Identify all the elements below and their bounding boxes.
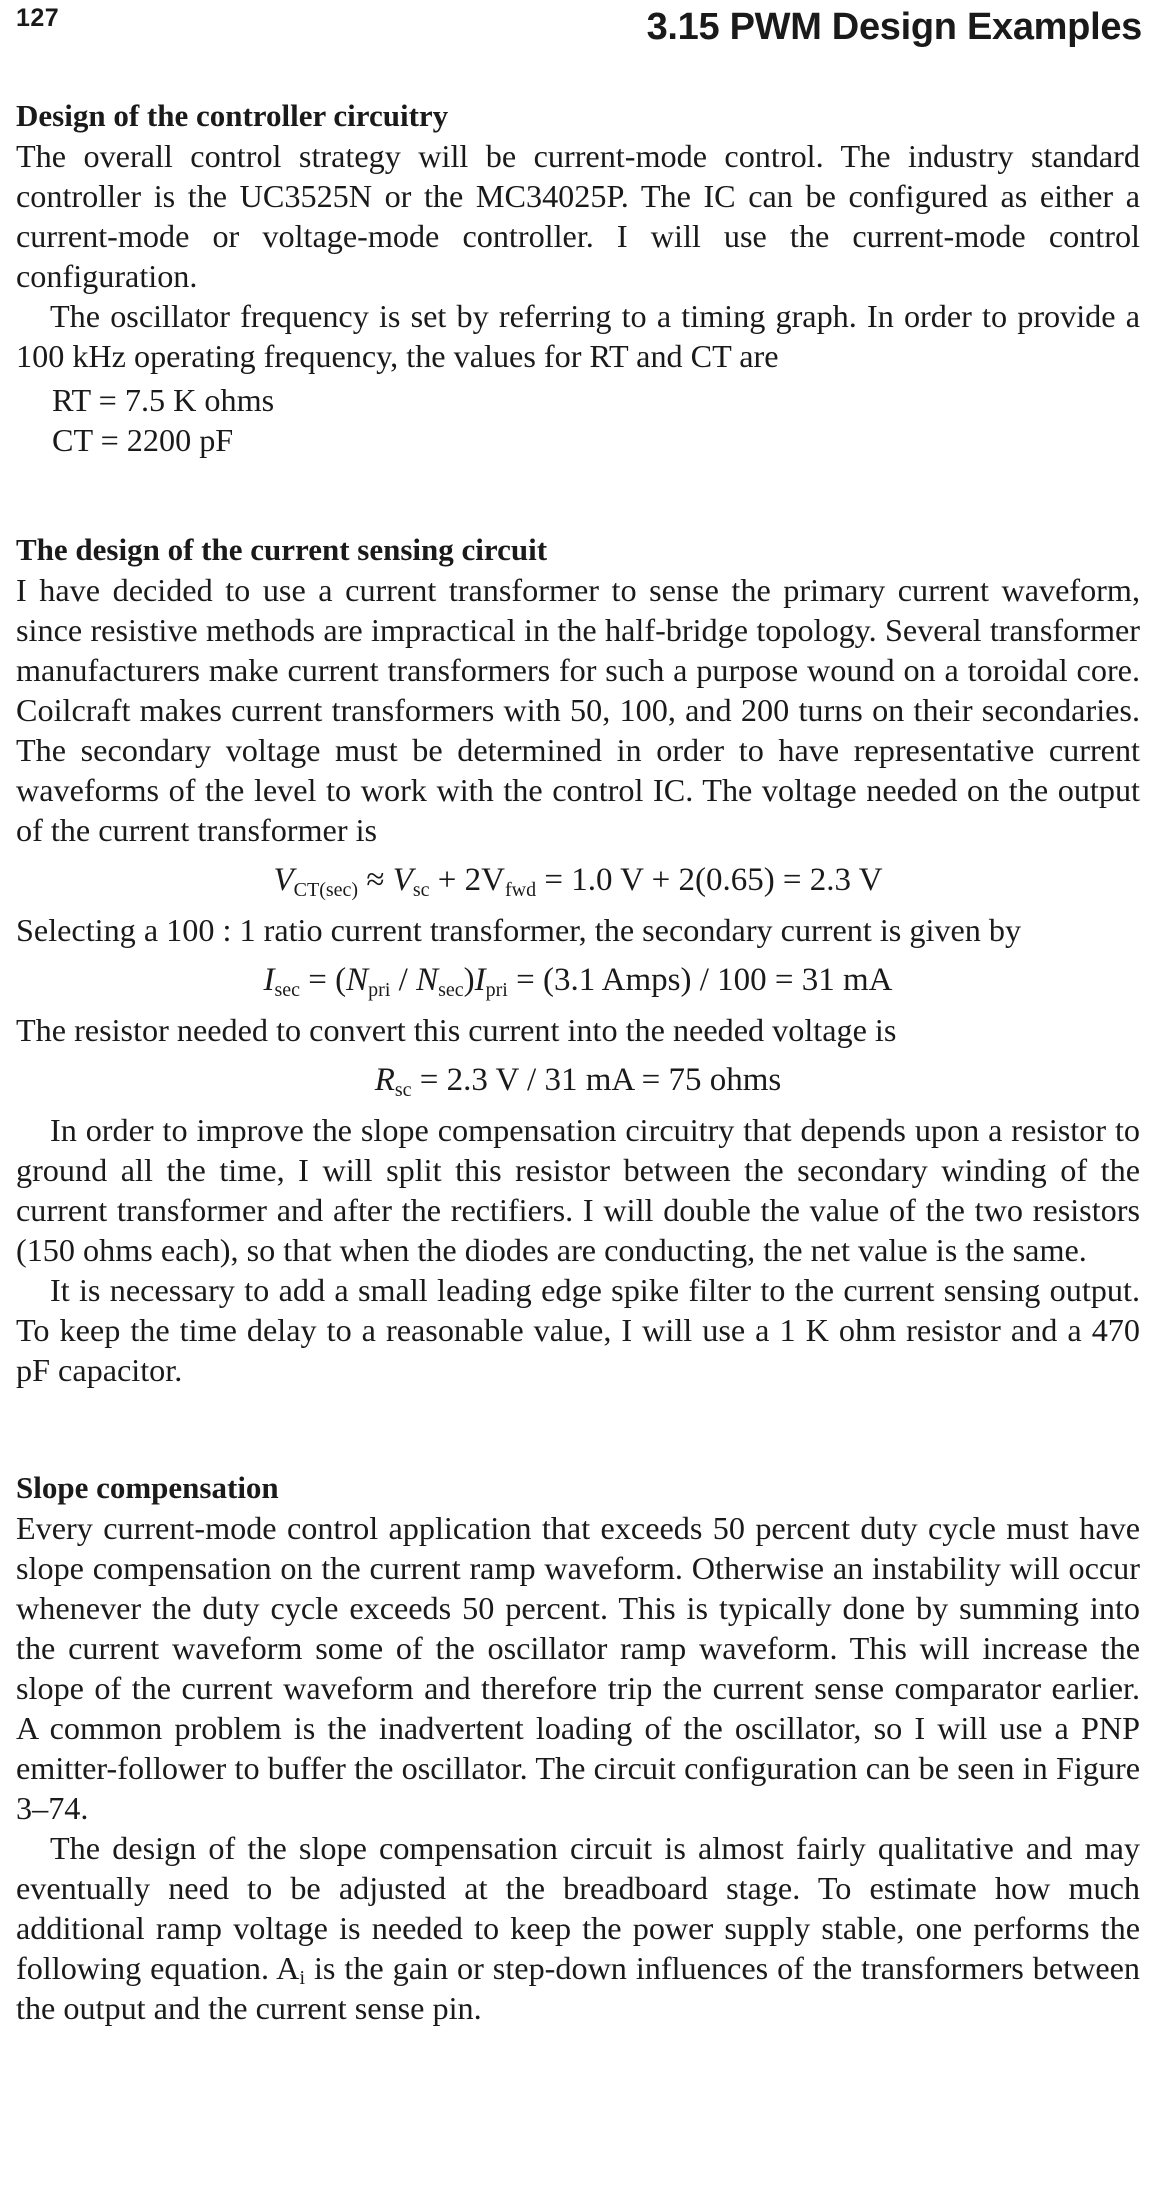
paragraph: Every current-mode control application that exceeds 50 percent duty cycle must have slope compensation on the current ramp waveform. Otherwise an instability will occur whenever the duty cycle exceeds 50 percent. This is typically done by summing into the current waveform some of the oscillator ramp waveform. This will increase the slope of the current waveform and therefore trip the current sense comparator earlier. A common problem is the inadvertent loading of the oscillator, so I will use a PNP emitter-follower to buffer the oscillator. The circuit configuration can be seen in Figure 3–74.	[16, 1510, 1140, 1826]
eq-operator: = (	[300, 962, 347, 998]
section-spacer	[16, 1390, 1140, 1468]
ai-subscript: i	[299, 1967, 305, 1989]
eq-symbol: I	[474, 962, 486, 998]
eq-result: = 1.0 V + 2(0.65) = 2.3 V	[536, 862, 883, 898]
equation-isec	[16, 950, 1140, 1010]
section-heading: Design of the controller circuitry	[16, 98, 449, 133]
eq-symbol: V	[392, 862, 413, 898]
eq-subscript: sec	[274, 979, 301, 1001]
paragraph: It is necessary to add a small leading edge spike filter to the current sensing output. To keep the time delay to a reasonable value, I will use a 1 K ohm resistor and a 470 pF capacitor.	[16, 1272, 1140, 1388]
section-slope-compensation	[16, 1468, 1140, 2028]
running-head: 3.15 PWM Design Examples	[646, 6, 1142, 48]
eq-result: = (3.1 Amps) / 100 = 31 mA	[507, 962, 893, 998]
eq-operator: /	[390, 962, 417, 998]
section-controller	[16, 96, 1140, 460]
paragraph: The overall control strategy will be current-mode control. The industry standard controller is the UC3525N or the MC34025P. The IC can be configured as either a current-mode or voltage-mode controller. I will use the current-mode control configuration.	[16, 138, 1140, 294]
paragraph	[16, 1828, 1140, 2028]
eq-subscript: CT(sec)	[293, 879, 359, 901]
component-values	[52, 380, 1140, 460]
paragraph: The resistor needed to convert this current into the needed voltage is	[16, 1012, 897, 1048]
page-number: 127	[16, 4, 60, 32]
paragraph: The oscillator frequency is set by referring to a timing graph. In order to provide a 100 kHz operating frequency, the values for RT and CT are	[16, 298, 1140, 374]
eq-symbol: R	[374, 1062, 395, 1098]
rt-value: RT = 7.5 K ohms	[52, 382, 275, 418]
section-spacer	[16, 460, 1140, 530]
eq-subscript: pri	[485, 979, 508, 1001]
section-heading: Slope compensation	[16, 1470, 279, 1505]
paragraph: In order to improve the slope compensation circuitry that depends upon a resistor to ground all the time, I will split this resistor between the secondary winding of the current transformer and after the rectifiers. I will double the value of the two resistors (150 ohms each), so that when the diodes are conducting, the net value is the same.	[16, 1112, 1140, 1268]
eq-symbol: N	[346, 962, 369, 998]
ct-value: CT = 2200 pF	[52, 422, 234, 458]
paragraph-text: is the gain or step-down influences of the transformers between the output and the current sense pin.	[16, 1950, 1141, 2026]
eq-operator: )	[463, 962, 475, 998]
paragraph: Selecting a 100 : 1 ratio current transformer, the secondary current is given by	[16, 912, 1022, 948]
paragraph: I have decided to use a current transformer to sense the primary current waveform, since resistive methods are impractical in the half-bridge topology. Several transformer manufacturers make current transformers for such a purpose wound on a toroidal core. Coilcraft makes current transformers with 50, 100, and 200 turns on their secondaries. The secondary voltage must be determined in order to have representative current waveforms of the level to work with the control IC. The voltage needed on the output of the current transformer is	[16, 572, 1140, 848]
eq-subscript: sc	[394, 1079, 412, 1101]
equation-rsc	[16, 1050, 1140, 1110]
section-current-sense	[16, 530, 1140, 1390]
eq-result: = 2.3 V / 31 mA = 75 ohms	[411, 1062, 782, 1098]
eq-subscript: pri	[368, 979, 391, 1001]
section-heading: The design of the current sensing circuit	[16, 532, 548, 567]
eq-symbol: I	[263, 962, 275, 998]
equation-vct	[16, 850, 1140, 910]
eq-subscript: fwd	[504, 879, 537, 901]
eq-term: + 2V	[429, 862, 505, 898]
eq-subscript: sc	[412, 879, 430, 901]
eq-symbol: V	[273, 862, 294, 898]
paragraph-text: The design of the slope compensation circuit is almost fairly qualitative and may eventually need to be adjusted at the breadboard stage. To estimate how much additional ramp voltage is needed to keep the power supply stable, one performs the following equation. A	[16, 1830, 1140, 1986]
eq-symbol: N	[416, 962, 439, 998]
page-body	[16, 96, 1140, 2028]
eq-operator: ≈	[358, 862, 393, 898]
eq-subscript: sec	[438, 979, 464, 1001]
